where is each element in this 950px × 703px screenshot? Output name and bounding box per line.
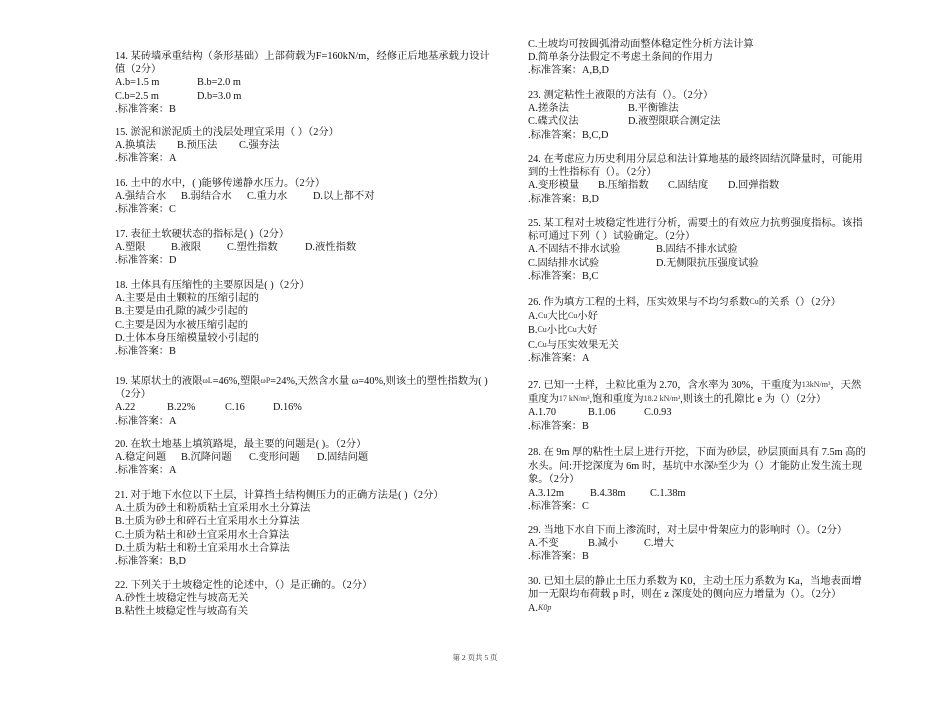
options xyxy=(528,243,868,256)
question-21 xyxy=(115,489,500,568)
options xyxy=(528,179,868,192)
option-c: C.0.93 xyxy=(644,407,672,419)
answer: .标准答案：B,D xyxy=(115,556,186,568)
option-c: C.b=2.5 m xyxy=(115,90,159,102)
option-b: B.粘性土坡稳定性与坡高有关 xyxy=(115,606,249,618)
question-text: 24. 在考虑应力历史利用分层总和法计算地基的最终固结沉降量时，可能用到的土性指标有（）。（2分） xyxy=(528,154,863,179)
question-text: 27. 已知一土样，土粒比重为 2.70，含水率为 30%，干重度为13kN/m³，天然重度为17 kN/m³,饱和重度为18.2 kN/m³,则该土的孔隙比 e 为（）（2分） xyxy=(528,380,862,406)
option-a: A.强结合水 xyxy=(115,191,167,203)
options xyxy=(528,537,868,550)
option-a: A.1.70 xyxy=(528,407,557,419)
option-d: D.无侧限抗压强度试验 xyxy=(656,257,759,269)
question-text: 20. 在软土地基上填筑路堤，最主要的问题是( )。（2分） xyxy=(115,439,367,450)
option-d: D.液塑限联合测定法 xyxy=(628,116,721,128)
options xyxy=(528,257,868,270)
answer: .标准答案：C xyxy=(528,500,589,512)
question-text: 19. 某原状土的液限ωL=46%,塑限ωP=24%,天然含水量 ω=40%,则该土的塑性指数为( )（2分） xyxy=(115,376,488,401)
saturated-unit-weight: 18.2 kN/m³ xyxy=(643,394,681,404)
answer: .标准答案：A xyxy=(115,153,177,165)
option-c: C.变形问题 xyxy=(249,452,300,464)
option-a: A.主要是由土颗粒的压缩引起的 xyxy=(115,293,259,305)
option-c: C.强夯法 xyxy=(239,140,280,152)
question-text: 26. 作为填方工程的土料，压实效果与不均匀系数Cu的关系（）（2分） xyxy=(528,297,842,308)
options xyxy=(115,190,500,203)
answer: .标准答案：B,C xyxy=(528,270,599,282)
option-d: D.b=3.0 m xyxy=(197,90,242,102)
answer: .标准答案：B xyxy=(528,420,589,432)
options xyxy=(115,139,500,152)
question-20 xyxy=(115,438,500,478)
option-b: B.压缩指数 xyxy=(598,180,649,192)
question-text: 21. 对于地下水位以下土层，计算挡土结构侧压力的正确方法是( )（2分） xyxy=(115,490,444,501)
option-a: A.Cu大比Cu小好 xyxy=(528,311,598,323)
question-28 xyxy=(528,446,868,513)
dry-unit-weight: 13kN/m³ xyxy=(801,380,831,389)
option-a: A.22 xyxy=(115,402,136,414)
question-text: 17. 表征土软硬状态的指标是( )（2分） xyxy=(115,229,290,240)
option-a: A.K0p xyxy=(528,603,552,615)
option-c: C.Cu与压实效果无关 xyxy=(528,339,619,351)
option-b: B.b=2.0 m xyxy=(197,77,241,89)
option-c: C.固结排水试验 xyxy=(528,257,600,269)
option-b: B.预压法 xyxy=(177,140,218,152)
option-c: C.碟式仪法 xyxy=(528,116,579,128)
option-a: A.搓条法 xyxy=(528,103,569,115)
water-depth-symbol: h xyxy=(713,461,718,471)
question-24 xyxy=(528,153,868,206)
options xyxy=(528,115,868,128)
question-15 xyxy=(115,126,500,166)
option-a: A.砂性土坡稳定性与坡高无关 xyxy=(115,593,249,605)
option-b: B.土质为砂土和碎石土宜采用水土分算法 xyxy=(115,516,300,528)
question-22-continued xyxy=(528,38,868,78)
question-text: 29. 当地下水自下而上渗流时，对土层中骨架应力的影响时（）。（2分） xyxy=(528,525,848,536)
option-d: D.土体本身压缩模量较小引起的 xyxy=(115,332,259,344)
option-b: B.固结不排水试验 xyxy=(656,244,738,256)
question-text: 30. 已知土层的静止土压力系数为 K0，主动土压力系数为 Ka，当地表面增加一无限均布荷载 p 时，则在 z 深度处的侧向应力增量为（）。（2分） xyxy=(528,576,862,601)
option-d: D.简单条分法假定不考虑土条间的作用力 xyxy=(528,52,714,64)
option-d: D.液性指数 xyxy=(305,242,357,254)
option-b: B.主要是由孔隙的减少引起的 xyxy=(115,306,249,318)
option-b: B.沉降问题 xyxy=(181,452,232,464)
options xyxy=(115,401,500,414)
question-26 xyxy=(528,295,868,365)
option-b: B.Cu小比Cu大好 xyxy=(528,325,598,337)
option-c: C.16 xyxy=(225,402,245,414)
option-b: B.22% xyxy=(167,402,196,414)
answer: .标准答案：B xyxy=(115,346,176,358)
question-text: 25. 某工程对土坡稳定性进行分析，需要土的有效应力抗剪强度指标。该指标可通过下列（ ）试验确定。（2分） xyxy=(528,218,863,243)
option-d: D.回弹指数 xyxy=(728,180,780,192)
question-23 xyxy=(528,89,868,142)
option-a: A.b=1.5 m xyxy=(115,77,160,89)
answer: .标准答案：A xyxy=(115,415,177,427)
liquid-limit-symbol: ωL xyxy=(202,376,213,385)
option-c: C.土坡均可按圆弧滑动面整体稳定性分析方法计算 xyxy=(528,39,754,50)
question-text: 28. 在 9m 厚的粘性土层上进行开挖，下面为砂层，砂层顶面具有 7.5m 高的水头。问:开挖深度为 6m 时，基坑中水深h至少为（）才能防止发生流土现象。（2分） xyxy=(528,447,866,486)
question-29 xyxy=(528,524,868,564)
question-30 xyxy=(528,575,868,616)
options xyxy=(528,406,868,419)
option-d: D.土质为粘土和粉土宜采用水土合算法 xyxy=(115,542,290,554)
option-a: A.换填法 xyxy=(115,140,156,152)
answer: .标准答案：A xyxy=(115,465,177,477)
question-25 xyxy=(528,217,868,283)
answer: .标准答案：C xyxy=(115,204,176,216)
question-18 xyxy=(115,279,500,358)
option-c: C.增大 xyxy=(644,538,675,550)
answer: .标准答案：B,C,D xyxy=(528,129,609,141)
options xyxy=(115,241,500,254)
answer: .标准答案：A xyxy=(528,352,590,364)
question-16 xyxy=(115,177,500,217)
option-a: A.土质为砂土和粉质粘土宜采用水土分算法 xyxy=(115,503,311,515)
option-b: B.液限 xyxy=(171,242,202,254)
answer: .标准答案：D xyxy=(115,255,177,267)
option-a: A.稳定问题 xyxy=(115,452,167,464)
answer: .标准答案：B xyxy=(528,551,589,563)
cu-symbol: Cu xyxy=(749,297,759,306)
question-14 xyxy=(115,50,500,116)
options xyxy=(528,487,868,500)
question-text: 16. 土中的水中，( )能够传递静水压力。（2分） xyxy=(115,178,326,189)
options xyxy=(528,102,868,115)
question-text: 14. 某砖墙承重结构（条形基础）上部荷载为F=160kN/m，经修正后地基承载力设计值（2分） xyxy=(115,51,490,76)
question-22 xyxy=(115,579,500,619)
option-b: B.弱结合水 xyxy=(181,191,232,203)
question-text: 22. 下列关于土坡稳定性的论述中，（）是正确的。（2分） xyxy=(115,580,373,591)
answer: .标准答案：B xyxy=(115,103,176,115)
option-b: B.4.38m xyxy=(590,487,626,499)
option-c: C.重力水 xyxy=(247,191,288,203)
question-text: 18. 土体具有压缩性的主要原因是( )（2分） xyxy=(115,280,310,291)
options xyxy=(115,451,500,464)
plastic-limit-symbol: ωP xyxy=(260,376,271,385)
option-c: C.土质为粘土和砂土宜采用水土合算法 xyxy=(115,529,290,541)
answer: .标准答案：B,D xyxy=(528,193,599,205)
question-text: 15. 淤泥和淤泥质土的浅层处理宜采用（ ）（2分） xyxy=(115,127,339,138)
options xyxy=(115,90,500,103)
option-c: C.固结度 xyxy=(668,180,709,192)
option-b: B.减小 xyxy=(588,538,619,550)
option-d: D.以上都不对 xyxy=(313,191,375,203)
option-a: A.塑限 xyxy=(115,242,146,254)
option-b: B.1.06 xyxy=(588,407,616,419)
option-a: A.不固结不排水试验 xyxy=(528,244,621,256)
option-c: C.塑性指数 xyxy=(227,242,278,254)
option-c: C.主要是因为水被压缩引起的 xyxy=(115,319,249,331)
option-a: A.变形模量 xyxy=(528,180,580,192)
option-b: B.平衡锥法 xyxy=(628,103,679,115)
option-a: A.不变 xyxy=(528,538,559,550)
answer: .标准答案：A,B,D xyxy=(528,65,609,77)
question-19 xyxy=(115,374,500,428)
k0p-symbol: K0p xyxy=(538,603,552,613)
page-footer: 第 2 页共 5 页 xyxy=(452,653,498,662)
question-text: 23. 测定粘性土液限的方法有（）。（2分） xyxy=(528,90,714,101)
natural-unit-weight: 17 kN/m³ xyxy=(558,394,590,404)
option-d: D.固结问题 xyxy=(317,452,369,464)
option-a: A.3.12m xyxy=(528,487,565,499)
option-c: C.1.38m xyxy=(650,487,686,499)
option-d: D.16% xyxy=(273,402,302,414)
question-27 xyxy=(528,378,868,433)
options xyxy=(115,76,500,89)
question-17 xyxy=(115,228,500,268)
